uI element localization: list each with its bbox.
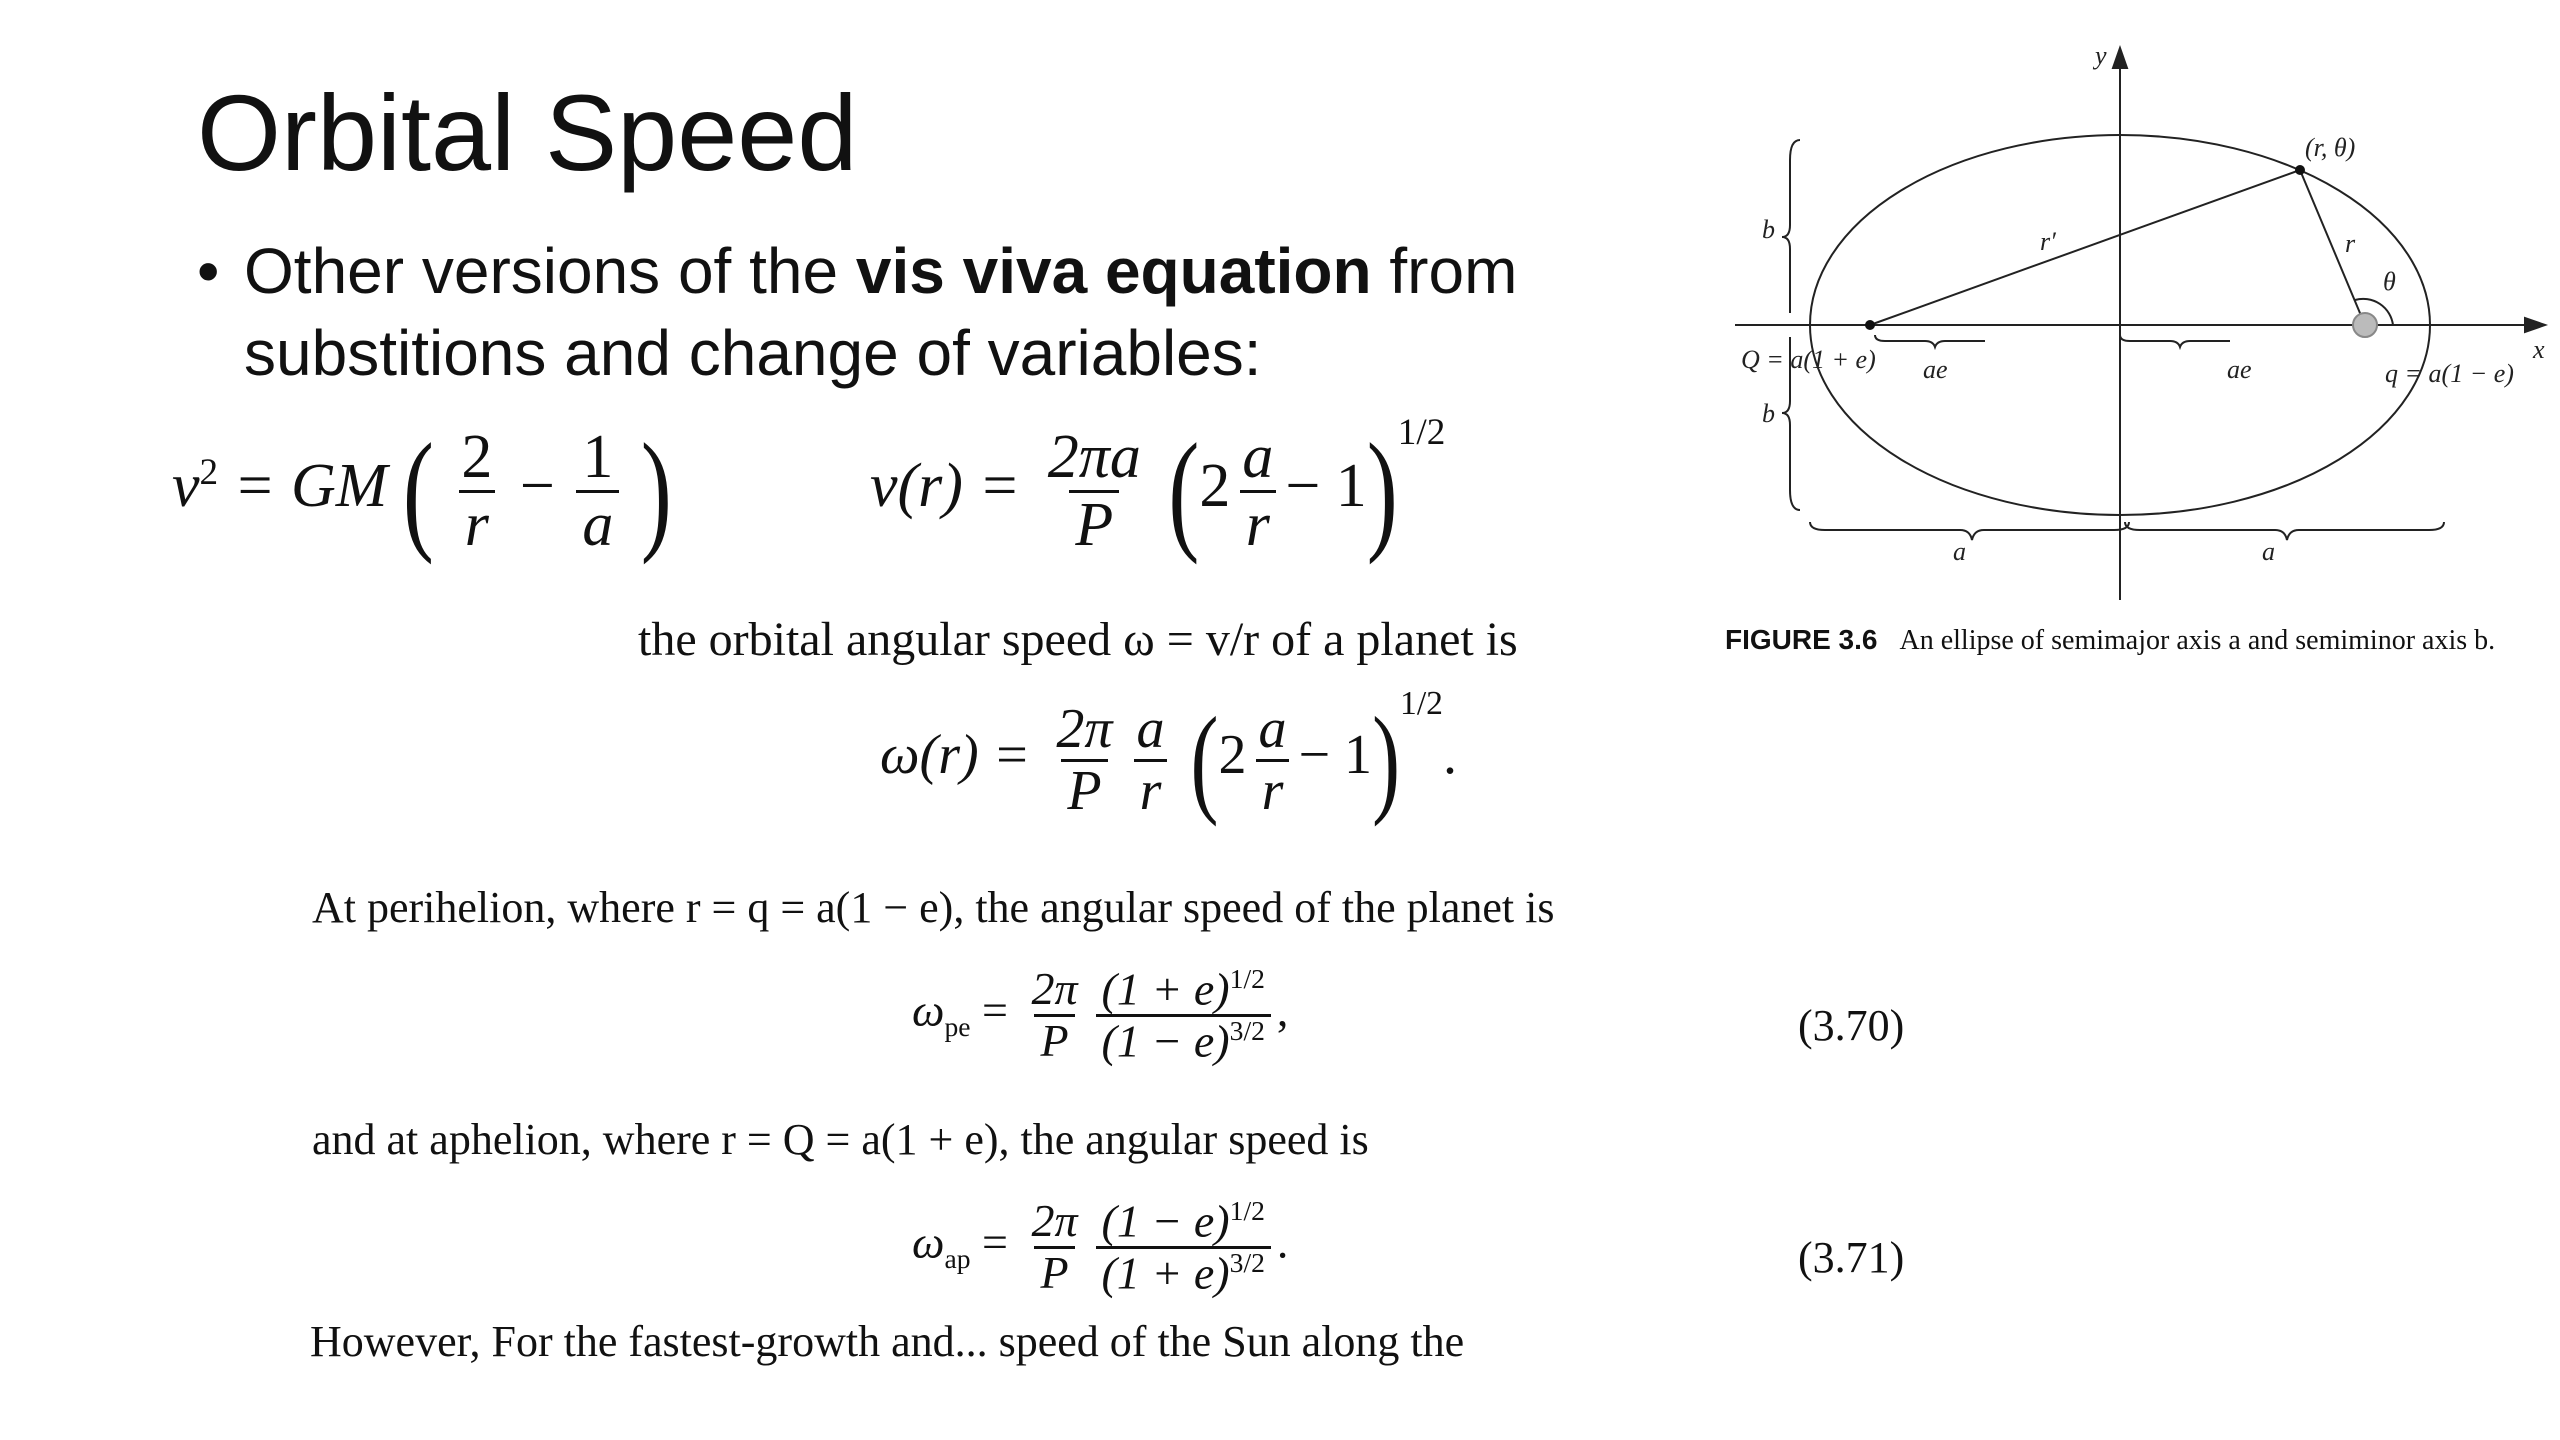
vv-d2: a (576, 490, 619, 558)
v-of-r-equation (870, 412, 1446, 567)
theta-label: θ (2383, 267, 2396, 296)
pe-n1: 2π (1031, 963, 1078, 1015)
vv-minus: − (519, 451, 555, 520)
or-lhs: ω(r) = (880, 724, 1031, 787)
vr-paren-close: ) (1366, 416, 1398, 567)
vr-inner-num: a (1242, 423, 1274, 491)
x-axis-arrow (2525, 318, 2545, 332)
cut-off-text-line (310, 1317, 1870, 1370)
bullet-dot: • (197, 235, 220, 307)
vr-exp: 1/2 (1397, 412, 1446, 454)
caption-text: An ellipse of semimajor axis a and semiminor axis b. (1899, 625, 2496, 656)
or-frac-2 (1130, 700, 1170, 821)
pe-sub: pe (944, 1010, 971, 1042)
or-n2: a (1136, 698, 1165, 760)
ap-frac-2 (1096, 1197, 1271, 1297)
focus-point (1865, 320, 1875, 330)
bullet-emphasis: vis viva equation (855, 235, 1372, 307)
a-brace-right (2125, 522, 2444, 540)
or-inner-den: r (1256, 759, 1290, 821)
bullet-text (244, 230, 1724, 394)
ap-lhs: ω (912, 1216, 945, 1268)
y-axis-label: y (2095, 41, 2107, 70)
pe-d2: (1 − e) (1101, 1014, 1230, 1066)
x-axis-label: x (2533, 335, 2545, 364)
vv-paren-close: ) (640, 416, 672, 567)
ap-sub: ap (944, 1242, 971, 1274)
vr-inner-pre: 2 (1199, 451, 1231, 520)
vis-viva-equation (172, 416, 672, 567)
or-inner-frac (1252, 700, 1292, 821)
ae-brace-right (2120, 335, 2230, 347)
bullet-middle: from (1371, 235, 1518, 307)
r-label: r (2345, 229, 2356, 258)
Q-label: Q = a(1 + e) (1741, 345, 1876, 374)
ap-n1: 2π (1031, 1195, 1078, 1247)
b-top-label: b (1762, 215, 1775, 244)
or-n1: 2π (1056, 698, 1113, 760)
vr-lhs: v(r) = (870, 451, 1021, 520)
bullet-prefix: Other versions of the (244, 235, 856, 307)
a-brace-left (1810, 522, 2129, 540)
vr-den: P (1069, 490, 1119, 558)
vr-inner-frac (1236, 425, 1279, 558)
point-label: (r, θ) (2305, 133, 2356, 162)
vv-d1: r (459, 490, 495, 558)
vr-inner-post: − 1 (1285, 451, 1367, 520)
ap-end: . (1276, 1216, 1289, 1268)
r-prime-label: r′ (2040, 227, 2056, 256)
perihelion-text: At perihelion, where r = q = a(1 − e), the angular speed of the planet is (312, 883, 1555, 932)
vv-lhs-exp: 2 (199, 452, 219, 494)
ap-n2: (1 − e) (1101, 1195, 1230, 1247)
r-line (2300, 170, 2365, 325)
ellipse-figure (1725, 40, 2560, 650)
a-left-label: a (1953, 537, 1966, 566)
caption-label: FIGURE 3.6 (1725, 624, 1878, 655)
vr-frac (1042, 425, 1147, 558)
pe-end: , (1276, 984, 1289, 1036)
pe-n2-exp: 1/2 (1229, 963, 1265, 994)
vv-frac-1 (455, 425, 498, 558)
pe-d2-wrap (1096, 1014, 1271, 1066)
ap-d1: P (1034, 1246, 1074, 1297)
y-axis-arrow (2113, 48, 2127, 68)
vv-paren-open: ( (402, 416, 434, 567)
cut-off-text: However, For the fastest-growth and... speed of the Sun along the (310, 1317, 1465, 1366)
pe-d1: P (1034, 1014, 1074, 1065)
r-prime-line (1870, 170, 2300, 325)
omega-of-r-equation (880, 684, 1457, 828)
or-d2: r (1134, 759, 1168, 821)
or-paren-open: ( (1190, 692, 1219, 828)
vv-eq: = GM (218, 451, 388, 520)
ap-d2: (1 + e) (1101, 1246, 1230, 1298)
or-end: . (1442, 724, 1457, 787)
vv-n2: 1 (582, 423, 614, 491)
pe-n2-wrap (1096, 965, 1271, 1014)
or-exp: 1/2 (1400, 684, 1443, 722)
vr-num: 2πa (1047, 423, 1141, 491)
slide-title: Orbital Speed (197, 72, 858, 193)
figure-caption (1725, 624, 2495, 657)
vv-frac-2 (576, 425, 619, 558)
omega-pe-equation (912, 965, 1288, 1065)
pe-d2-exp: 3/2 (1229, 1014, 1265, 1046)
ae-brace-left (1875, 335, 1985, 347)
vr-inner-den: r (1240, 490, 1276, 558)
ap-n2-wrap (1096, 1197, 1271, 1246)
or-paren-close: ) (1372, 692, 1401, 828)
sun-focus (2353, 313, 2377, 337)
or-frac-1 (1050, 700, 1118, 821)
omega-ap-equation (912, 1197, 1288, 1297)
omega-intro-text: the orbital angular speed ω = v/r of a planet is (638, 613, 1518, 666)
pe-lhs: ω (912, 984, 945, 1036)
b-brace-top (1782, 140, 1800, 313)
b-bottom-label: b (1762, 399, 1775, 428)
pe-n2: (1 + e) (1101, 963, 1230, 1015)
ap-frac-1 (1025, 1197, 1083, 1297)
or-d1: P (1061, 759, 1107, 821)
vv-lhs: v (172, 451, 200, 520)
pe-frac-1 (1025, 965, 1083, 1065)
a-right-label: a (2262, 537, 2275, 566)
aphelion-text: and at aphelion, where r = Q = a(1 + e), the angular speed is (312, 1115, 1369, 1164)
eq-number-371: (3.71) (1798, 1233, 1905, 1282)
or-inner-num: a (1258, 698, 1287, 760)
ae-right-label: ae (2227, 355, 2252, 384)
or-inner-post: − 1 (1298, 724, 1373, 787)
pe-eq: = (970, 984, 1008, 1036)
pe-frac-2 (1096, 965, 1271, 1065)
orbit-point (2295, 165, 2305, 175)
ae-left-label: ae (1923, 355, 1948, 384)
ap-n2-exp: 1/2 (1229, 1195, 1265, 1226)
ap-eq: = (970, 1216, 1008, 1268)
bullet-line2: substitions and change of variables: (244, 317, 1262, 389)
q-label: q = a(1 − e) (2385, 359, 2514, 388)
ap-d2-wrap (1096, 1246, 1271, 1298)
vr-paren-open: ( (1168, 416, 1200, 567)
ap-d2-exp: 3/2 (1229, 1246, 1265, 1278)
vv-n1: 2 (461, 423, 493, 491)
eq-number-370: (3.70) (1798, 1001, 1905, 1050)
or-inner-pre: 2 (1218, 724, 1247, 787)
